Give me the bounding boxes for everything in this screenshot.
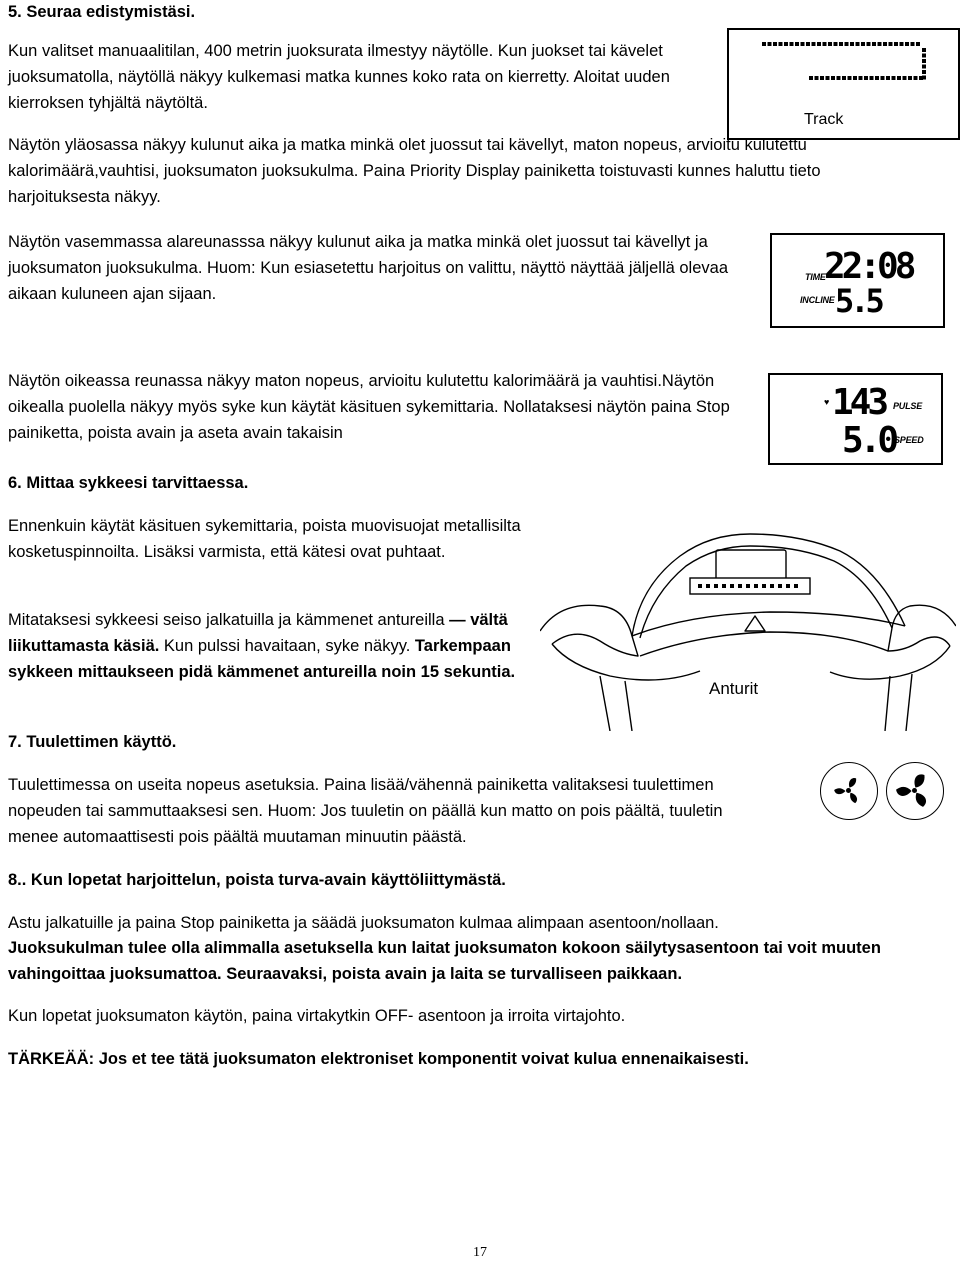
pulse-speed-display-figure [768, 373, 943, 465]
track-dashes-graphic [729, 30, 958, 138]
section-7-heading: 7. Tuulettimen käyttö. [8, 733, 177, 751]
section-5-paragraph-4: Näytön oikeassa reunassa näkyy maton nopeus, arvioitu kulutettu kalorimäärä ja vauhtisi.Näytön oikealla puolella näkyy myös syke kun käytät käsituen sykemittaria. Nollataksesi näytön paina Stop painiketta, poista avain ja aseta avain takaisin [8, 372, 730, 442]
section-8-paragraph-2: Juoksukulman tulee olla alimmalla asetuksella kun laitat juoksumaton kokoon säilytysasentoon tai voit muuten vahingoittaa juoksumattoa. Seuraavaksi, poista avain ja laita se turvalliseen paikkaan. [8, 939, 881, 983]
section-8-heading: 8.. Kun lopetat harjoittelun, poista turva-avain käyttöliittymästä. [8, 871, 506, 889]
fan-button-decrease [820, 762, 878, 820]
section-6-paragraph-2-part-c: Kun pulssi havaitaan, syke näkyy. [159, 637, 415, 655]
time-incline-display-figure [770, 233, 945, 328]
speed-label: SPEED [894, 435, 924, 445]
time-label: TIME [805, 272, 826, 282]
section-7-paragraph-1: Tuulettimessa on useita nopeus asetuksia. Paina lisää/vähennä painiketta valitaksesi tuulettimen nopeuden tai sammuttaaksesi sen. Huom: Jos tuuletin on päällä kun matto on pois päältä, tuuletin menee automaattisesti pois päältä muutaman minuutin päästä. [8, 776, 723, 846]
speed-value: 5.0 [842, 420, 896, 461]
incline-value: 5.5 [835, 282, 881, 320]
page-number: 17 [473, 1245, 487, 1260]
section-6-paragraph-2-part-d: Tarkempaan sykkeen mittaukseen pidä kämmenet antureilla noin 15 sekuntia. [8, 637, 516, 681]
section-6-paragraph-2 [8, 607, 538, 685]
section-6-paragraph-2-part-a: Mitataksesi sykkeesi seiso jalkatuilla ja kämmenet antureilla [8, 611, 445, 629]
section-8-paragraph-3: Kun lopetat juoksumaton käytön, paina virtakytkin OFF- asentoon ja irroita virtajohto. [8, 1007, 626, 1025]
section-5-heading: 5. Seuraa edistymistäsi. [8, 3, 196, 21]
heart-icon: ♥ [824, 397, 830, 407]
section-6-paragraph-1: Ennenkuin käytät käsituen sykemittaria, poista muovisuojat metallisilta kosketuspinnoilta. Lisäksi varmista, että kätesi ovat puhtaat. [8, 517, 521, 561]
incline-label: INCLINE [800, 295, 835, 305]
section-8-paragraph-4: TÄRKEÄÄ: Jos et tee tätä juoksumaton elektroniset komponentit voivat kulua ennenaikaisesti. [8, 1050, 749, 1068]
section-6-heading: 6. Mittaa sykkeesi tarvittaessa. [8, 474, 249, 492]
sensor-label: Anturit [707, 676, 760, 702]
track-display-figure [727, 28, 960, 140]
time-value: 22:08 [824, 246, 913, 287]
section-5-paragraph-3: Näytön vasemmassa alareunasssa näkyy kulunut aika ja matka minkä olet juossut tai kävellyt ja juoksumaton juoksukulma. Huom: Kun esiasetettu harjoitus on valittu, näyttö näyttää jäljellä olevaa aikaan kuluneen ajan sijaan. [8, 233, 728, 303]
section-8-paragraph-1: Astu jalkatuille ja paina Stop painiketta ja säädä juoksumaton kulmaa alimpaan asentoon/nollaan. [8, 914, 719, 932]
pulse-value: 143 [832, 382, 886, 423]
section-5-paragraph-2: Näytön yläosassa näkyy kulunut aika ja matka minkä olet juossut tai kävellyt, maton nopeus, arvioitu kulutettu kalorimäärä,vauhtisi, juoksumaton juoksukulma. Paina Priority Display painiketta toistuvasti kunnes haluttu tieto harjoituksesta näkyy. [8, 136, 821, 206]
track-label: Track [804, 111, 844, 128]
treadmill-console-illustration [540, 516, 956, 731]
fan-button-increase [886, 762, 944, 820]
section-6-paragraph-2-part-b: — vältä liikuttamasta käsiä. [8, 611, 508, 655]
section-5-paragraph-1: Kun valitset manuaalitilan, 400 metrin juoksurata ilmestyy näytölle. Kun juokset tai kävelet juoksumatolla, näytöllä näkyy kulkemasi matka kunnes koko rata on kierretty. Aloitat uuden kierroksen tyhjältä näytöltä. [8, 42, 670, 112]
fan-icon [887, 763, 942, 818]
fan-icon [821, 763, 876, 818]
pulse-label: PULSE [893, 401, 923, 411]
